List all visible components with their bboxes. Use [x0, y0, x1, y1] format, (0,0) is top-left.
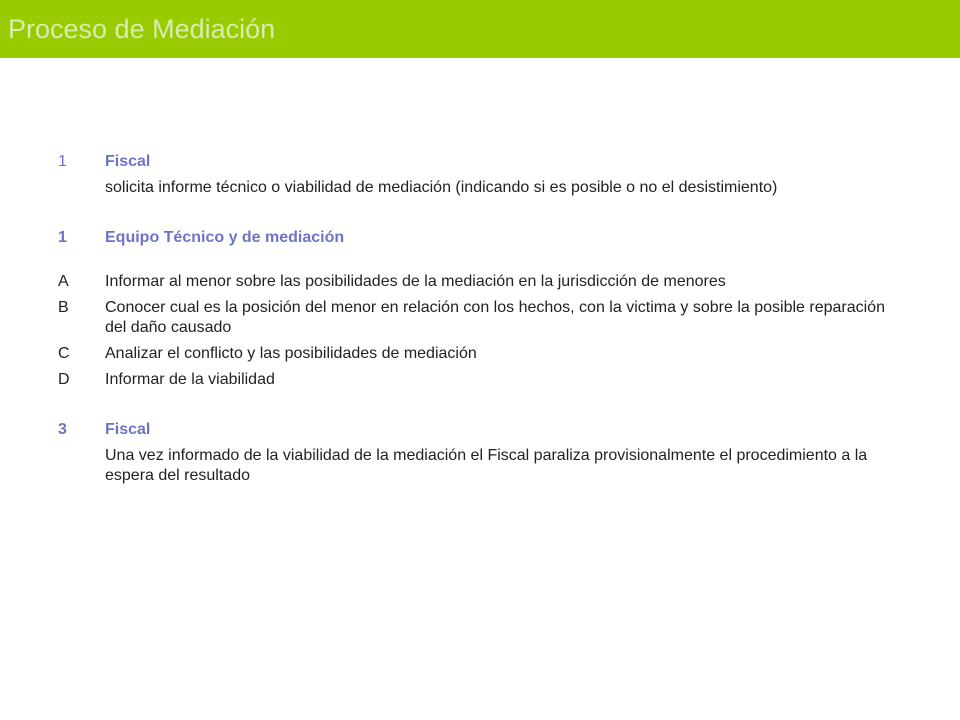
- item-letter: C: [58, 345, 70, 362]
- step-title: Equipo Técnico y de mediación: [105, 229, 345, 246]
- step-body: Una vez informado de la viabilidad de la mediación el Fiscal paraliza provisionalmente el procedimiento a la espera del resultado: [105, 447, 868, 484]
- item-letter: A: [58, 273, 69, 290]
- step-title: Fiscal: [105, 153, 151, 170]
- slide-title: Proceso de Mediación: [8, 14, 276, 44]
- list-item: [58, 298, 908, 338]
- step-number: 1: [58, 229, 67, 246]
- step-description: [58, 178, 908, 198]
- step-number: 1: [58, 153, 67, 170]
- item-text: Analizar el conflicto y las posibilidades de mediación: [105, 345, 477, 362]
- list-item: [58, 370, 908, 390]
- step-body: solicita informe técnico o viabilidad de mediación (indicando si es posible o no el desistimiento): [105, 179, 778, 196]
- item-text: Informar al menor sobre las posibilidades de la mediación en la jurisdicción de menores: [105, 273, 726, 290]
- step-heading: [58, 420, 908, 440]
- list-item: [58, 344, 908, 364]
- title-bar: [0, 0, 960, 58]
- slide-content: [58, 152, 908, 486]
- step-heading: [58, 152, 908, 172]
- item-letter: B: [58, 299, 69, 316]
- list-item: [58, 272, 908, 292]
- item-letter: D: [58, 371, 70, 388]
- item-text: Conocer cual es la posición del menor en relación con los hechos, con la victima y sobre la posible reparación del daño causado: [105, 299, 885, 336]
- step-number: 3: [58, 421, 67, 438]
- step-title: Fiscal: [105, 421, 151, 438]
- step-heading: [58, 228, 908, 248]
- step-description: [58, 446, 908, 486]
- item-text: Informar de la viabilidad: [105, 371, 275, 388]
